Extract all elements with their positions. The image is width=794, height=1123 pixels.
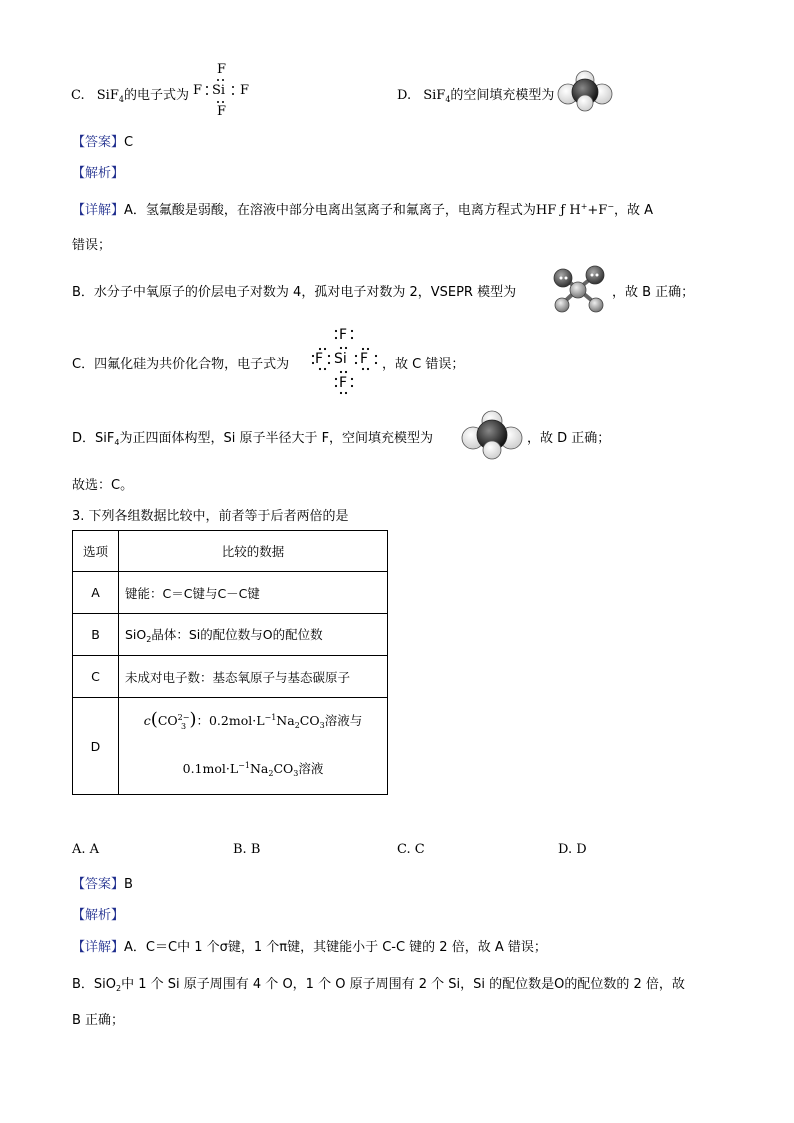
q2-detail-b-text: B．水分子中氧原子的价层电子对数为 4，孤对电子对数为 2，VSEPR 模型为: [72, 285, 517, 300]
choice-b: B. B: [233, 842, 261, 857]
option-c-prefix: C.: [71, 88, 85, 103]
q3-answer-tag: 【答案】: [72, 877, 125, 892]
row-c-data: 未成对电子数：基态氧原子与基态碳原子: [119, 656, 388, 698]
lewis-large-bottom-f: F: [339, 375, 348, 391]
row-d-ion: CO: [157, 713, 178, 728]
q2-detail-d: [72, 427, 433, 447]
q3-detail-b-sub: 2: [116, 984, 122, 993]
q3-answer: [72, 873, 133, 892]
row-d-exp2: −1: [238, 761, 250, 770]
q2-answer: [72, 131, 133, 150]
option-c-formula-sub: 4: [118, 95, 124, 104]
header-data: 比较的数据: [119, 531, 388, 572]
q2-answer-value: C: [124, 135, 134, 150]
q3-analysis-tag: 【解析】: [72, 908, 125, 923]
q2-detail-b-post: ，故 B 正确；: [612, 285, 695, 300]
table-row: [73, 656, 388, 698]
option-c-line: [71, 84, 189, 104]
row-d-conc1: ：0.2mol·L: [196, 713, 265, 728]
option-c-formula: SiF: [96, 88, 119, 103]
row-d-salt1-b: CO: [299, 713, 320, 728]
row-d-tail2: 溶液: [298, 761, 324, 776]
q2-answer-tag: 【答案】: [72, 135, 125, 150]
row-d-salt2-b: CO: [273, 761, 294, 776]
q2-detail-a-text: A．氢氟酸是弱酸，在溶液中部分电离出氢离子和氟离子，电离方程式为: [124, 203, 536, 218]
option-c-text: 的电子式为: [123, 88, 189, 103]
option-d-formula-sub: 4: [445, 95, 451, 104]
row-d-salt1-sub2: 3: [319, 721, 325, 730]
option-d-formula: SiF: [423, 88, 446, 103]
choice-d: D. D: [558, 842, 587, 857]
q3-detail-a: [72, 936, 547, 955]
eq-sup2: −: [607, 202, 615, 211]
eq-main: HF ƒ H: [535, 203, 581, 218]
lewis-large-right-f: F: [360, 351, 369, 367]
q2-analysis-tag: 【解析】: [72, 166, 125, 181]
lewis-large-dots: [310, 327, 382, 397]
q3-detail-b-pre: B．SiO: [72, 977, 117, 992]
lewis-large-left-f: F: [315, 351, 324, 367]
lewis-small-left-f: F: [193, 83, 203, 98]
q2-detail-tag: 【详解】: [72, 203, 125, 218]
row-d-salt1-sub1: 2: [294, 721, 300, 730]
row-d-exp1: −1: [264, 713, 277, 722]
q2-detail-c-post: ，故 C 错误；: [382, 357, 465, 372]
row-b-data: [119, 614, 388, 656]
q2-detail-a-post: ，故 A: [614, 203, 654, 218]
header-option: 选项: [73, 531, 119, 572]
q2-detail-d-formula: SiF: [95, 431, 115, 446]
row-b-formula-sub: 2: [146, 635, 152, 644]
row-d-ion-sub: 3: [180, 721, 187, 731]
vsepr-model-icon: [548, 264, 610, 314]
row-b-option: B: [73, 614, 119, 656]
option-d-prefix: D.: [397, 88, 412, 103]
row-b-formula: SiO: [125, 627, 147, 642]
space-filling-model-small-icon: [556, 70, 614, 112]
lewis-small-right-f: F: [240, 83, 250, 98]
lewis-structure-small: [188, 62, 254, 120]
table-row: [73, 572, 388, 614]
q2-detail-b: [72, 281, 516, 300]
q3-detail-tag: 【详解】: [72, 940, 125, 955]
row-d-salt2-sub2: 3: [293, 769, 299, 778]
table-header-row: [73, 531, 388, 572]
row-c-option: C: [73, 656, 119, 698]
row-a-data: 键能：C＝C键与C－C键: [119, 572, 388, 614]
q2-detail-a-equation: [536, 203, 614, 218]
q2-detail-d-formula-sub: 4: [114, 438, 120, 447]
lewis-small-bottom-f: F: [217, 104, 227, 119]
lewis-structure-large: [310, 327, 382, 393]
q3-title: 3. 下列各组数据比较中，前者等于后者两倍的是: [72, 509, 349, 524]
choice-c: C. C: [397, 842, 425, 857]
eq-sup1: +: [580, 202, 588, 211]
table-row: [73, 614, 388, 656]
q3-detail-a-text: A．C＝C中 1 个σ键，1 个π键，其键能小于 C-C 键的 2 倍，故 A 错误；: [124, 940, 547, 955]
q2-conclusion: 故选：C。: [72, 478, 134, 493]
row-d-ion-sup: 2−: [177, 712, 190, 722]
table-row: [73, 698, 388, 795]
row-d-line2: [125, 746, 381, 794]
q2-detail-d-pre: D．: [72, 431, 96, 446]
lewis-small-center-si: Si: [212, 83, 226, 98]
q2-detail-a: [72, 199, 653, 218]
lewis-small-top-f: F: [217, 62, 227, 77]
eq-mid: +F: [587, 203, 608, 218]
q2-detail-d-text: 为正四面体构型，Si 原子半径大于 F，空间填充模型为: [119, 431, 434, 446]
row-b-text: 晶体：Si的配位数与O的配位数: [151, 627, 323, 642]
row-d-c: c: [143, 713, 151, 728]
space-filling-model-large-icon: [461, 410, 523, 460]
row-d-conc2: 0.1mol·L: [182, 761, 239, 776]
q3-detail-b-line1: 中 1 个 Si 原子周围有 4 个 O，1 个 O 原子周围有 2 个 Si，Si 的配位数是O的配位数的 2 倍，故: [121, 977, 685, 992]
comparison-table: [72, 530, 388, 795]
q3-detail-b: [72, 973, 685, 993]
row-d-salt2-sub1: 2: [268, 769, 274, 778]
choice-a: A. A: [72, 842, 100, 857]
row-d-salt1: Na: [276, 713, 295, 728]
row-d-line1: c(CO 2− 3 )：$0.2mol\cdot L^{-1}Na_2CO_3$溶液与: [143, 709, 363, 731]
lewis-large-center-si: Si: [334, 351, 347, 367]
option-d-text: 的空间填充模型为: [450, 88, 555, 103]
row-d-salt2: Na: [249, 761, 269, 776]
q2-detail-d-post: ，故 D 正确；: [527, 431, 611, 446]
q3-detail-b-line2: B 正确；: [72, 1013, 125, 1028]
q2-detail-a-line2: 错误；: [72, 238, 112, 253]
lewis-large-top-f: F: [339, 327, 348, 343]
row-d-option: D: [73, 698, 119, 795]
lewis-small-dots: [188, 62, 254, 120]
option-d-line: [397, 84, 554, 104]
row-a-option: A: [73, 572, 119, 614]
q2-detail-c-text: C．四氟化硅为共价化合物，电子式为: [72, 357, 290, 372]
row-d-tail1: 溶液与: [324, 713, 363, 728]
row-d-data: [119, 698, 388, 795]
q3-answer-value: B: [124, 877, 133, 892]
